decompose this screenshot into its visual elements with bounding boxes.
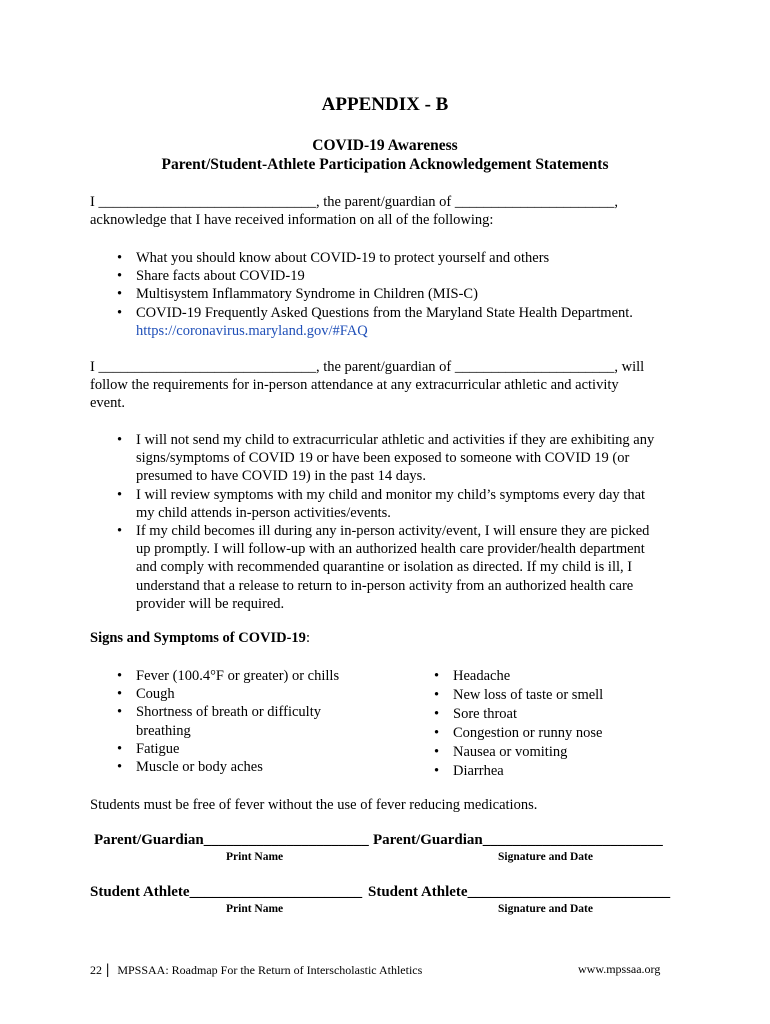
- bullet-icon: •: [117, 668, 123, 684]
- bullet-icon: •: [117, 523, 123, 540]
- subtitle-line-2: Parent/Student-Athlete Participation Acknowledgement Statements: [161, 156, 609, 173]
- footer-separator: |: [106, 962, 110, 978]
- list-item: • Share facts about COVID-19: [117, 268, 305, 285]
- list-item: • Diarrhea: [434, 763, 504, 779]
- bullet-icon: •: [117, 686, 123, 703]
- bullet-icon: •: [434, 744, 440, 760]
- faq-link[interactable]: https://coronavirus.maryland.gov/#FAQ: [136, 322, 368, 339]
- list-item: • Fatigue: [117, 740, 180, 757]
- list-item: • Cough: [117, 686, 175, 703]
- list-item: • Nausea or vomiting: [434, 744, 568, 760]
- fever-note: Students must be free of fever without the use of fever reducing medications.: [90, 797, 538, 813]
- page-footer: [90, 962, 422, 979]
- symptoms-list-right: [429, 667, 603, 781]
- follow-line-2: follow the requirements for in-person attendance at any extracurricular athletic and activity: [90, 377, 619, 393]
- page-number: 22: [90, 963, 102, 977]
- list-item: • Sore throat: [434, 706, 518, 722]
- list-item: • I will not send my child to extracurricular athletic and activities if they are exhibiting any signs/symptoms of COVID 19 or have been exposed to someone with COVID 19 (or presumed to have COVID 19) in the past 14 days.: [117, 432, 655, 485]
- list-item: • New loss of taste or smell: [434, 687, 604, 703]
- appendix-title: APPENDIX - B: [321, 94, 449, 115]
- list-item: • Shortness of breath or difficulty breathing: [117, 704, 321, 739]
- bullet-icon: •: [117, 286, 123, 303]
- bullet-icon: •: [434, 687, 440, 703]
- bullet-icon: •: [117, 268, 123, 285]
- bullet-icon: •: [117, 740, 123, 757]
- symptoms-list-left: [112, 667, 339, 776]
- list-item: • If my child becomes ill during any in-person activity/event, I will ensure they are picked up promptly. I will follow-up with an authorized health care provider/health department and comply with recommended quarantine or isolation as directed. If my child is ill, I understand that a release to return to in-person activity from an authorized health care provider will be required.: [117, 523, 650, 612]
- bullet-icon: •: [434, 763, 440, 779]
- bullet-icon: •: [117, 304, 123, 321]
- bullet-icon: •: [434, 725, 440, 741]
- signature-date-caption: Signature and Date: [498, 903, 593, 915]
- list-item: • Fever (100.4°F or greater) or chills: [117, 668, 340, 684]
- bullet-icon: •: [117, 759, 123, 776]
- list-item: • COVID-19 Frequently Asked Questions from the Maryland State Health Department. https://coronavirus.maryland.gov/#FAQ: [117, 304, 633, 339]
- print-name-caption: Print Name: [226, 903, 284, 915]
- symptoms-heading: Signs and Symptoms of COVID-19:: [90, 630, 310, 646]
- parent-print-field[interactable]: Parent/Guardian______________________: [94, 832, 369, 848]
- list-item: • Congestion or runny nose: [434, 725, 603, 741]
- bullet-icon: •: [434, 668, 440, 684]
- list-item: • Multisystem Inflammatory Syndrome in Children (MIS-C): [117, 286, 478, 303]
- list-item: • What you should know about COVID-19 to protect yourself and others: [117, 250, 550, 266]
- signature-date-caption: Signature and Date: [498, 851, 593, 863]
- student-signature-field[interactable]: Student Athlete___________________________: [368, 884, 671, 900]
- list-item: • Muscle or body aches: [117, 759, 263, 776]
- bullet-icon: •: [117, 486, 123, 503]
- parent-signature-field[interactable]: Parent/Guardian________________________: [373, 832, 663, 848]
- print-name-caption: Print Name: [226, 851, 284, 863]
- subtitle-line-1: COVID-19 Awareness: [312, 137, 458, 154]
- bullet-icon: •: [117, 250, 123, 266]
- ack-line-1: I ______________________________, the parent/guardian of ______________________,: [90, 194, 618, 210]
- list-item: • Headache: [434, 668, 511, 684]
- bullet-icon: •: [434, 706, 440, 722]
- requirements-list: [112, 431, 654, 613]
- footer-title: MPSSAA: Roadmap For the Return of Interscholastic Athletics: [117, 963, 423, 977]
- bullet-icon: •: [117, 432, 123, 448]
- footer-website: www.mpssaa.org: [578, 962, 661, 976]
- list-item: • I will review symptoms with my child and monitor my child’s symptoms every day that my child attends in-person activities/events.: [117, 486, 646, 521]
- info-list: [112, 249, 633, 340]
- follow-line-1: I ______________________________, the parent/guardian of ______________________, will: [90, 359, 645, 375]
- student-print-field[interactable]: Student Athlete_______________________: [90, 884, 363, 900]
- ack-line-2: acknowledge that I have received information on all of the following:: [90, 212, 494, 228]
- bullet-icon: •: [117, 704, 123, 721]
- follow-line-3: event.: [90, 395, 126, 411]
